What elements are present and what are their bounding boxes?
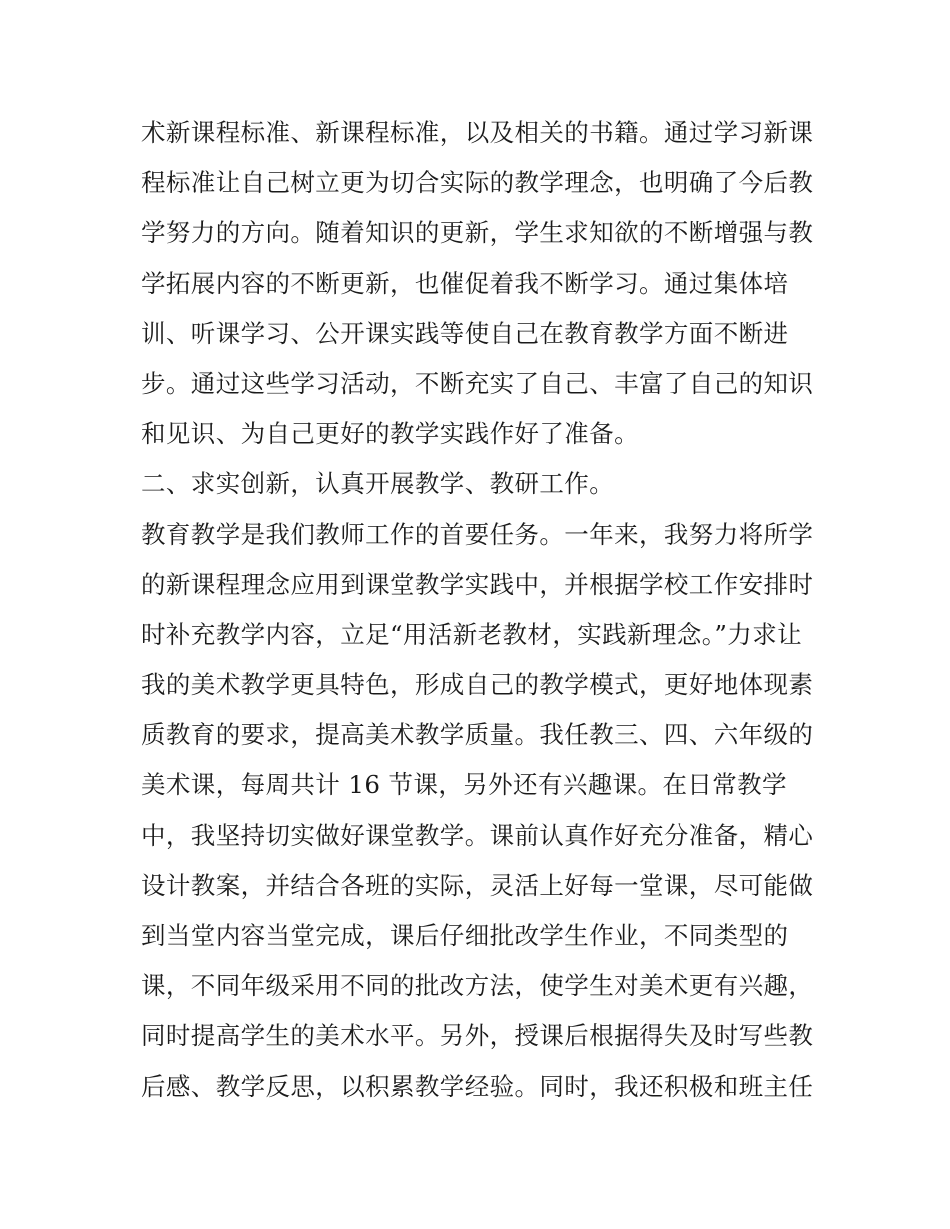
text-line: 到当堂内容当堂完成，课后仔细批改学生作业，不同类型的 (141, 921, 789, 950)
text-line: 术新课程标准、新课程标准，以及相关的书籍。通过学习新课 (141, 118, 814, 147)
text-line: 学拓展内容的不断更新，也催促着我不断学习。通过集体培 (141, 268, 789, 298)
text-line: 我的美术教学更具特色，形成自己的教学模式，更好地体现素 (141, 670, 814, 700)
text-line: 质教育的要求，提高美术教学质量。我任教三、四、六年级的 (141, 720, 814, 750)
text-line: 美术课，每周共计 16 节课，另外还有兴趣课。在日常教学 (141, 770, 787, 800)
section-heading: 二、求实创新，认真开展教学、教研工作。 (141, 469, 615, 499)
text-line: 课，不同年级采用不同的批改方法，使学生对美术更有兴趣， (141, 971, 814, 1001)
text-line: 步。通过这些学习活动，不断充实了自己、丰富了自己的知识 (141, 368, 814, 398)
text-line: 教育教学是我们教师工作的首要任务。一年来，我努力将所学 (141, 519, 814, 549)
text-line: 程标准让自己树立更为切合实际的教学理念，也明确了今后教 (141, 168, 814, 198)
text-line: 的新课程理念应用到课堂教学实践中，并根据学校工作安排时 (141, 569, 814, 599)
text-line: 后感、教学反思，以积累教学经验。同时，我还积极和班主任 (141, 1071, 814, 1101)
text-line: 设计教案，并结合各班的实际，灵活上好每一堂课，尽可能做 (141, 870, 814, 900)
text-line: 同时提高学生的美术水平。另外，授课后根据得失及时写些教 (141, 1021, 814, 1051)
text-line: 训、听课学习、公开课实践等使自己在教育教学方面不断进 (141, 318, 789, 348)
text-line: 中，我坚持切实做好课堂教学。课前认真作好充分准备，精心 (141, 820, 814, 850)
text-line: 学努力的方向。随着知识的更新，学生求知欲的不断增强与教 (141, 218, 814, 248)
document-body (141, 108, 821, 1112)
text-line: 和见识、为自己更好的教学实践作好了准备。 (141, 419, 639, 449)
text-line: 时补充教学内容，立足“用活新老教材，实践新理念。”力求让 (141, 619, 802, 649)
